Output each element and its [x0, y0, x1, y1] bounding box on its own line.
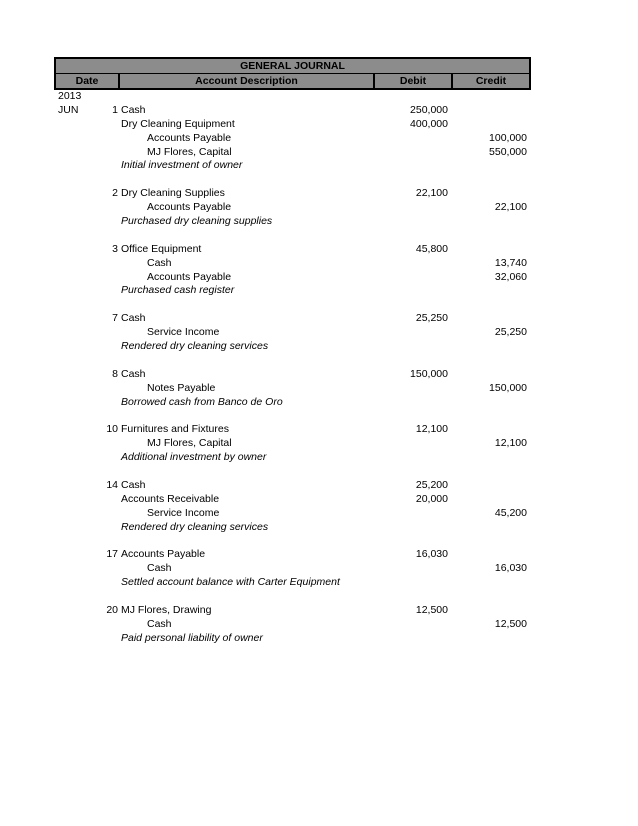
credit-amount: 45,200 [494, 506, 527, 519]
entry-explanation-row [54, 451, 531, 465]
journal-year: 2013 [58, 90, 82, 102]
debit-amount: 25,250 [415, 312, 448, 325]
credit-amount: 25,250 [494, 326, 527, 339]
debit-amount: 25,200 [415, 478, 448, 491]
account-name: Notes Payable [147, 381, 216, 394]
journal-line [54, 257, 531, 271]
entry-explanation: Paid personal liability of owner [121, 631, 263, 644]
account-name: Accounts Payable [147, 131, 232, 144]
account-name: Cash [121, 478, 146, 491]
journal-title: GENERAL JOURNAL [54, 57, 531, 74]
credit-amount: 150,000 [489, 381, 527, 394]
credit-amount: 550,000 [489, 145, 527, 158]
credit-amount: 12,100 [494, 437, 527, 450]
journal-line [54, 548, 531, 562]
journal-line [54, 271, 531, 285]
entry-explanation-row [54, 576, 531, 590]
journal-line [54, 368, 531, 382]
journal-line [54, 493, 531, 507]
journal-line [54, 479, 531, 493]
account-name: Dry Cleaning Supplies [121, 187, 225, 200]
blank-row [54, 229, 531, 243]
blank-row [54, 354, 531, 368]
journal-line [54, 146, 531, 160]
entry-day: 10 [106, 423, 118, 436]
entry-day: 14 [106, 478, 118, 491]
credit-amount: 12,500 [494, 617, 527, 630]
credit-amount: 13,740 [494, 256, 527, 269]
journal-line [54, 243, 531, 257]
entry-explanation: Purchased dry cleaning supplies [121, 215, 273, 228]
journal-month: JUN [58, 103, 79, 116]
account-name: MJ Flores, Capital [147, 145, 232, 158]
entry-explanation-row [54, 340, 531, 354]
header-date: Date [56, 74, 120, 88]
credit-amount: 16,030 [494, 562, 527, 575]
entry-day: 2 [112, 187, 118, 200]
account-name: Dry Cleaning Equipment [121, 117, 235, 130]
journal-line [54, 201, 531, 215]
account-name: Furnitures and Fixtures [121, 423, 229, 436]
journal-line [54, 618, 531, 632]
journal-line [54, 382, 531, 396]
journal-line [54, 118, 531, 132]
debit-amount: 45,800 [415, 242, 448, 255]
account-name: Cash [121, 103, 146, 116]
journal-line [54, 132, 531, 146]
credit-amount: 32,060 [494, 270, 527, 283]
general-journal [54, 57, 531, 646]
journal-line [54, 437, 531, 451]
account-name: Accounts Payable [121, 548, 206, 561]
journal-line [54, 104, 531, 118]
entry-explanation: Rendered dry cleaning services [121, 520, 269, 533]
header-debit: Debit [375, 74, 453, 88]
blank-row [54, 298, 531, 312]
debit-amount: 12,100 [415, 423, 448, 436]
account-name: Cash [147, 562, 172, 575]
blank-row [54, 409, 531, 423]
entry-day: 8 [112, 367, 118, 380]
credit-amount: 22,100 [494, 201, 527, 214]
entry-explanation: Borrowed cash from Banco de Oro [121, 395, 283, 408]
journal-line [54, 423, 531, 437]
header-account-description: Account Description [120, 74, 375, 88]
entry-explanation: Purchased cash register [121, 284, 235, 297]
journal-header-row [54, 74, 531, 90]
debit-amount: 250,000 [410, 103, 448, 116]
entry-explanation-row [54, 215, 531, 229]
account-name: Accounts Payable [147, 270, 232, 283]
entry-day: 17 [106, 548, 118, 561]
blank-row [54, 173, 531, 187]
debit-amount: 400,000 [410, 117, 448, 130]
entry-explanation-row [54, 284, 531, 298]
account-name: Cash [147, 256, 172, 269]
entry-explanation-row [54, 521, 531, 535]
account-name: Cash [121, 312, 146, 325]
entry-day: 7 [112, 312, 118, 325]
journal-line [54, 507, 531, 521]
entry-day: 1 [112, 103, 118, 116]
account-name: Service Income [147, 506, 220, 519]
account-name: MJ Flores, Capital [147, 437, 232, 450]
account-name: MJ Flores, Drawing [121, 603, 212, 616]
blank-row [54, 465, 531, 479]
year-row [54, 90, 531, 104]
account-name: Office Equipment [121, 242, 202, 255]
entry-explanation-row [54, 632, 531, 646]
debit-amount: 16,030 [415, 548, 448, 561]
header-credit: Credit [475, 75, 507, 87]
entry-explanation-row [54, 159, 531, 173]
entry-explanation: Rendered dry cleaning services [121, 340, 269, 353]
account-name: Service Income [147, 326, 220, 339]
journal-line [54, 326, 531, 340]
debit-amount: 22,100 [415, 187, 448, 200]
credit-amount: 100,000 [489, 131, 527, 144]
entry-day: 20 [106, 603, 118, 616]
journal-line [54, 604, 531, 618]
entry-explanation: Initial investment of owner [121, 159, 243, 172]
entry-day: 3 [112, 242, 118, 255]
entry-explanation: Additional investment by owner [121, 451, 267, 464]
debit-amount: 12,500 [415, 603, 448, 616]
blank-row [54, 590, 531, 604]
debit-amount: 20,000 [415, 492, 448, 505]
debit-amount: 150,000 [410, 367, 448, 380]
blank-row [54, 535, 531, 549]
journal-line [54, 187, 531, 201]
account-name: Cash [121, 367, 146, 380]
account-name: Accounts Payable [147, 201, 232, 214]
journal-line [54, 312, 531, 326]
journal-line [54, 562, 531, 576]
account-name: Cash [147, 617, 172, 630]
account-name: Accounts Receivable [121, 492, 220, 505]
journal-rows [54, 90, 531, 646]
entry-explanation-row [54, 396, 531, 410]
entry-explanation: Settled account balance with Carter Equipment [121, 576, 340, 589]
